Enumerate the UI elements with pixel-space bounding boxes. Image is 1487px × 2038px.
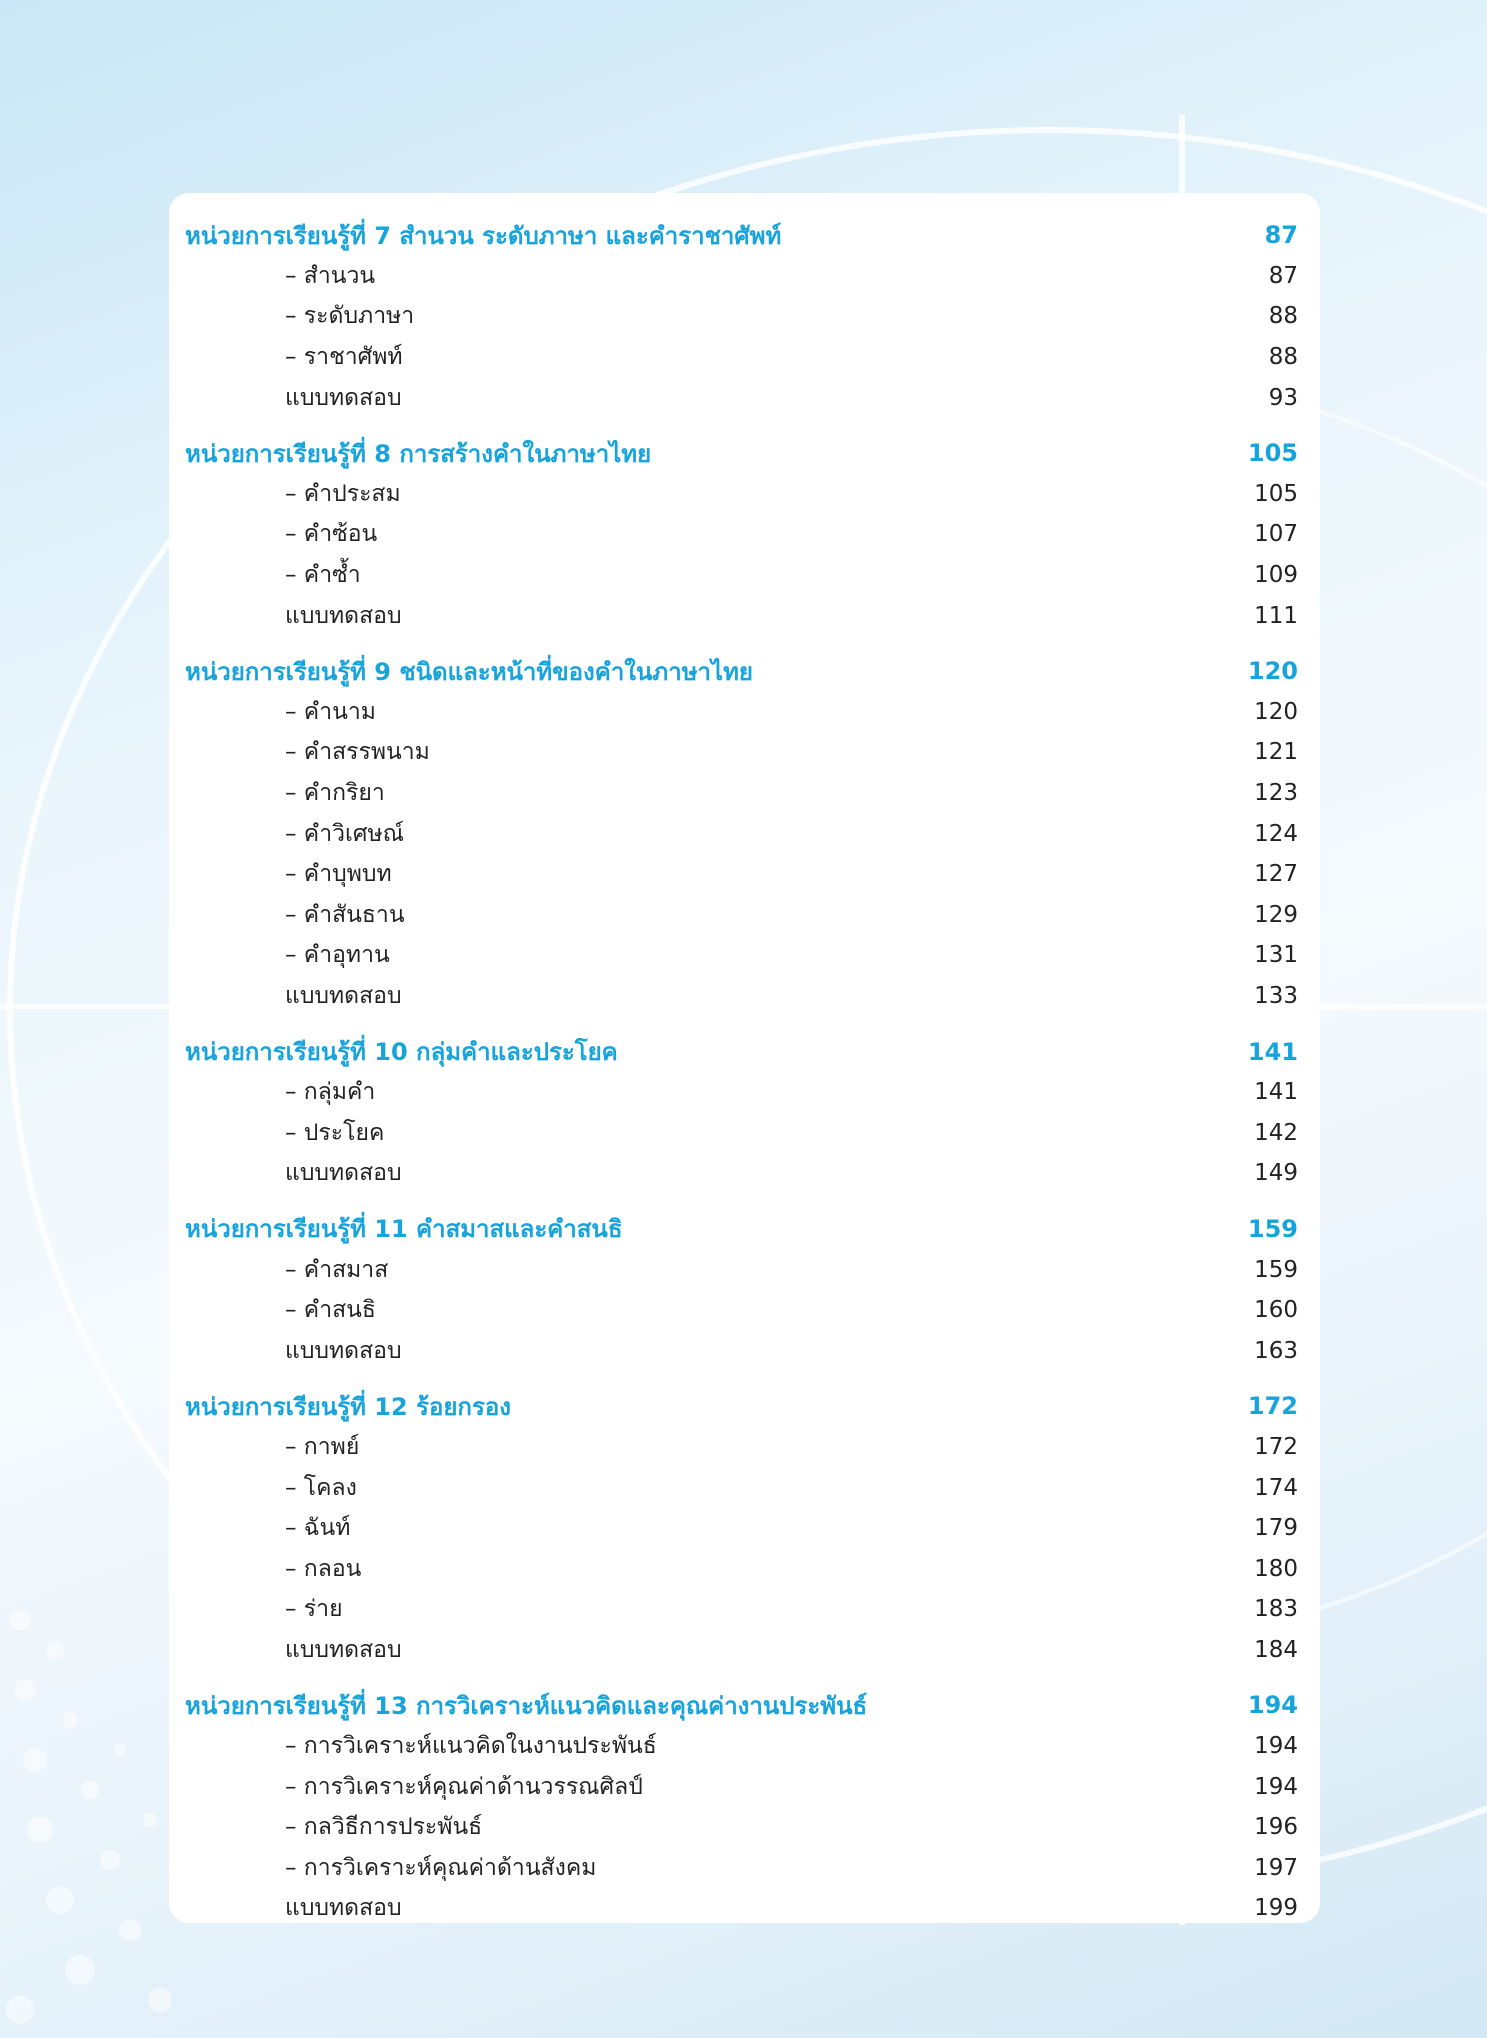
topic-entry[interactable] bbox=[185, 514, 1298, 555]
entry-page-number: 93 bbox=[1268, 384, 1298, 411]
topic-entry[interactable] bbox=[185, 1249, 1298, 1290]
entry-page-number: 120 bbox=[1254, 698, 1298, 725]
entry-label: – กาพย์ bbox=[285, 1433, 360, 1460]
entry-page-number: 129 bbox=[1254, 901, 1298, 928]
entry-page-number: 88 bbox=[1268, 303, 1298, 330]
test-entry[interactable] bbox=[185, 1888, 1298, 1923]
topic-entry[interactable] bbox=[185, 1072, 1298, 1113]
unit-title: หน่วยการเรียนรู้ที่ 7 สำนวน ระดับภาษา และคำราชาศัพท์ bbox=[185, 221, 782, 250]
unit-title: หน่วยการเรียนรู้ที่ 12 ร้อยกรอง bbox=[185, 1392, 511, 1421]
unit-page-number: 141 bbox=[1247, 1037, 1298, 1066]
entry-label: – คำซ้อน bbox=[285, 521, 378, 548]
entry-page-number: 184 bbox=[1254, 1636, 1298, 1663]
entry-page-number: 163 bbox=[1254, 1337, 1298, 1364]
entry-page-number: 196 bbox=[1254, 1814, 1298, 1841]
unit-heading[interactable] bbox=[185, 433, 1298, 474]
topic-entry[interactable] bbox=[185, 1726, 1298, 1767]
unit-title: หน่วยการเรียนรู้ที่ 8 การสร้างคำในภาษาไทย bbox=[185, 439, 652, 468]
entry-page-number: 121 bbox=[1254, 739, 1298, 766]
unit-title: หน่วยการเรียนรู้ที่ 13 การวิเคราะห์แนวคิดและคุณค่างานประพันธ์ bbox=[185, 1691, 868, 1720]
entry-label: – คำสนธิ bbox=[285, 1297, 376, 1324]
unit-page-number: 105 bbox=[1247, 439, 1298, 468]
entry-page-number: 142 bbox=[1254, 1119, 1298, 1146]
entry-page-number: 179 bbox=[1254, 1515, 1298, 1542]
entry-label: – ราชาศัพท์ bbox=[285, 344, 403, 371]
entry-page-number: 194 bbox=[1254, 1773, 1298, 1800]
entry-label: – กลอน bbox=[285, 1555, 362, 1582]
test-entry[interactable] bbox=[185, 595, 1298, 636]
entry-label: แบบทดสอบ bbox=[285, 1160, 402, 1187]
topic-entry[interactable] bbox=[185, 732, 1298, 773]
unit-title: หน่วยการเรียนรู้ที่ 10 กลุ่มคำและประโยค bbox=[185, 1038, 618, 1067]
entry-label: – ระดับภาษา bbox=[285, 303, 415, 330]
unit-page-number: 159 bbox=[1247, 1214, 1298, 1243]
entry-label: – กลวิธีการประพันธ์ bbox=[285, 1814, 483, 1841]
entry-label: – ร่าย bbox=[285, 1596, 343, 1623]
entry-label: แบบทดสอบ bbox=[285, 602, 402, 629]
entry-label: – สำนวน bbox=[285, 262, 376, 289]
entry-label: – คำสรรพนาม bbox=[285, 739, 430, 766]
unit-page-number: 172 bbox=[1247, 1392, 1298, 1421]
topic-entry[interactable] bbox=[185, 256, 1298, 297]
entry-page-number: 199 bbox=[1254, 1895, 1298, 1922]
topic-entry[interactable] bbox=[185, 1766, 1298, 1807]
topic-entry[interactable] bbox=[185, 1467, 1298, 1508]
unit-heading[interactable] bbox=[185, 215, 1298, 256]
entry-page-number: 133 bbox=[1254, 982, 1298, 1009]
section-gap bbox=[185, 636, 1298, 651]
entry-page-number: 123 bbox=[1254, 780, 1298, 807]
entry-page-number: 180 bbox=[1254, 1555, 1298, 1582]
topic-entry[interactable] bbox=[185, 1589, 1298, 1630]
unit-page-number: 120 bbox=[1247, 657, 1298, 686]
entry-page-number: 105 bbox=[1254, 480, 1298, 507]
test-entry[interactable] bbox=[185, 1153, 1298, 1194]
entry-label: – การวิเคราะห์คุณค่าด้านสังคม bbox=[285, 1854, 597, 1881]
entry-label: – คำนาม bbox=[285, 698, 376, 725]
entry-label: – การวิเคราะห์แนวคิดในงานประพันธ์ bbox=[285, 1733, 657, 1760]
entry-label: – คำบุพบท bbox=[285, 861, 392, 888]
entry-page-number: 109 bbox=[1254, 562, 1298, 589]
topic-entry[interactable] bbox=[185, 1112, 1298, 1153]
topic-entry[interactable] bbox=[185, 935, 1298, 976]
unit-title: หน่วยการเรียนรู้ที่ 11 คำสมาสและคำสนธิ bbox=[185, 1215, 623, 1244]
topic-entry[interactable] bbox=[185, 1848, 1298, 1889]
entry-page-number: 149 bbox=[1254, 1160, 1298, 1187]
entry-label: แบบทดสอบ bbox=[285, 1895, 402, 1922]
entry-label: – ฉันท์ bbox=[285, 1515, 351, 1542]
unit-page-number: 194 bbox=[1247, 1691, 1298, 1720]
topic-entry[interactable] bbox=[185, 1290, 1298, 1331]
topic-entry[interactable] bbox=[185, 296, 1298, 337]
entry-label: – คำวิเศษณ์ bbox=[285, 820, 404, 847]
entry-page-number: 172 bbox=[1254, 1433, 1298, 1460]
entry-page-number: 88 bbox=[1268, 344, 1298, 371]
topic-entry[interactable] bbox=[185, 854, 1298, 895]
entry-page-number: 111 bbox=[1254, 602, 1298, 629]
entry-page-number: 124 bbox=[1254, 820, 1298, 847]
section-gap bbox=[185, 418, 1298, 433]
test-entry[interactable] bbox=[185, 976, 1298, 1017]
entry-label: แบบทดสอบ bbox=[285, 982, 402, 1009]
unit-page-number: 87 bbox=[1264, 221, 1298, 250]
entry-page-number: 183 bbox=[1254, 1596, 1298, 1623]
entry-page-number: 127 bbox=[1254, 861, 1298, 888]
topic-entry[interactable] bbox=[185, 692, 1298, 733]
entry-page-number: 131 bbox=[1254, 942, 1298, 969]
entry-label: – การวิเคราะห์คุณค่าด้านวรรณศิลป์ bbox=[285, 1773, 643, 1800]
entry-label: – โคลง bbox=[285, 1474, 357, 1501]
unit-heading[interactable] bbox=[185, 651, 1298, 692]
entry-page-number: 141 bbox=[1254, 1079, 1298, 1106]
section-gap bbox=[185, 1670, 1298, 1685]
entry-page-number: 194 bbox=[1254, 1733, 1298, 1760]
toc-card bbox=[169, 193, 1320, 1923]
test-entry[interactable] bbox=[185, 377, 1298, 418]
topic-entry[interactable] bbox=[185, 555, 1298, 596]
topic-entry[interactable] bbox=[185, 813, 1298, 854]
unit-title: หน่วยการเรียนรู้ที่ 9 ชนิดและหน้าที่ของคำในภาษาไทย bbox=[185, 657, 753, 686]
entry-page-number: 160 bbox=[1254, 1297, 1298, 1324]
test-entry[interactable] bbox=[185, 1630, 1298, 1671]
topic-entry[interactable] bbox=[185, 1427, 1298, 1468]
topic-entry[interactable] bbox=[185, 895, 1298, 936]
entry-label: – คำสมาส bbox=[285, 1256, 389, 1283]
topic-entry[interactable] bbox=[185, 337, 1298, 378]
topic-entry[interactable] bbox=[185, 1548, 1298, 1589]
entry-page-number: 87 bbox=[1268, 262, 1298, 289]
topic-entry[interactable] bbox=[185, 1807, 1298, 1848]
topic-entry[interactable] bbox=[185, 773, 1298, 814]
unit-heading[interactable] bbox=[185, 1209, 1298, 1250]
section-gap bbox=[185, 1194, 1298, 1209]
entry-page-number: 197 bbox=[1254, 1854, 1298, 1881]
entry-page-number: 174 bbox=[1254, 1474, 1298, 1501]
section-gap bbox=[185, 1016, 1298, 1031]
unit-heading[interactable] bbox=[185, 1386, 1298, 1427]
entry-label: – คำกริยา bbox=[285, 780, 385, 807]
entry-label: – คำประสม bbox=[285, 480, 401, 507]
entry-label: – คำอุทาน bbox=[285, 942, 390, 969]
unit-heading[interactable] bbox=[185, 1685, 1298, 1726]
table-of-contents bbox=[185, 215, 1298, 1923]
unit-heading[interactable] bbox=[185, 1031, 1298, 1072]
topic-entry[interactable] bbox=[185, 474, 1298, 515]
entry-label: – คำซ้ำ bbox=[285, 562, 361, 589]
entry-label: – ประโยค bbox=[285, 1119, 385, 1146]
topic-entry[interactable] bbox=[185, 1508, 1298, 1549]
entry-page-number: 107 bbox=[1254, 521, 1298, 548]
entry-label: แบบทดสอบ bbox=[285, 1636, 402, 1663]
entry-label: แบบทดสอบ bbox=[285, 384, 402, 411]
entry-label: แบบทดสอบ bbox=[285, 1337, 402, 1364]
entry-label: – กลุ่มคำ bbox=[285, 1079, 376, 1106]
section-gap bbox=[185, 1371, 1298, 1386]
test-entry[interactable] bbox=[185, 1330, 1298, 1371]
entry-label: – คำสันธาน bbox=[285, 901, 405, 928]
entry-page-number: 159 bbox=[1254, 1256, 1298, 1283]
